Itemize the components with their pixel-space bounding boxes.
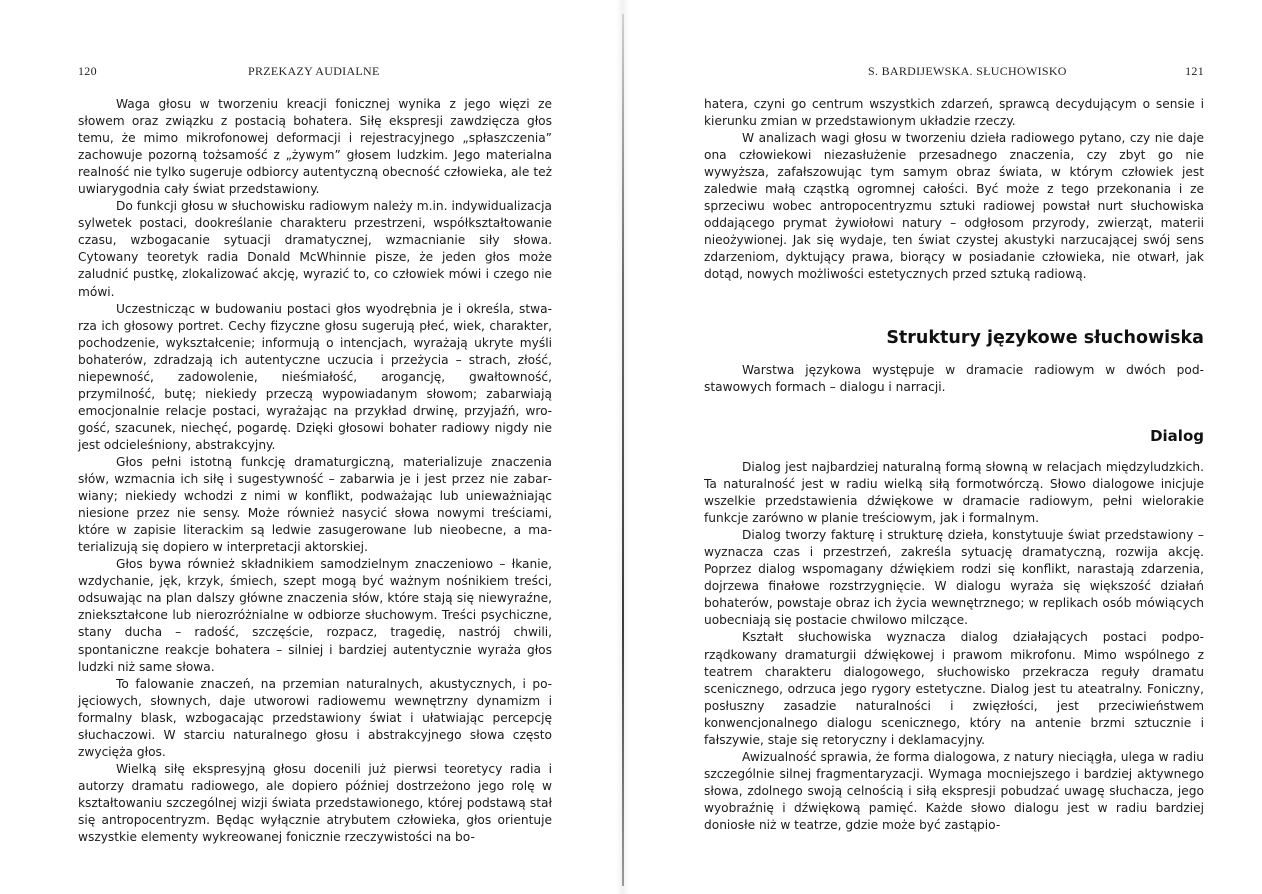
paragraph: Uczestnicząc w budowaniu postaci głos wyodrębnia je i określa, stwarza ich głosowy portret. Cechy fizyczne głosu sugerują płeć, wiek, charakter, pochodzenie, wykształcenie; informują o intencjach, wyrażają ukryte myśli bohaterów, zdradzają ich autentyczne uczucia i przeżycia – strach, złość, niepewność, zadowolenie, nieśmiałość, arogancję, gwałtowność, przymilność, butę; niekiedy przeczą wypowiadanym słowom; zabarwiają emocjonalnie relacje postaci, wyrażając na przykład drwinę, przyjaźń, wrogość, szacunek, niechęć, pogardę. Dzięki głosowi bohater radiowy nigdy nie jest odcieleśniony, abstrakcyjny.: [78, 301, 552, 452]
page-number: 121: [1185, 64, 1204, 78]
paragraph: Awizualność sprawia, że forma dialogowa, z natury nieciągła, ulega w radiu szczególnie silnej fragmentaryzacji. Wymaga mocniejszego i bardziej aktywnego słowa, zdolnego swoją celnością i siłą ekspresji pobudzać uwagę słuchacza, jego wyobraźnię i dźwiękową pamięć. Każde słowo dialogu jest w radiu bardziej doniosłe niż w teatrze, gdzie może być zastąpio-: [704, 749, 1204, 832]
right-page-top-body: [704, 96, 1204, 284]
dialog-section-body: [704, 459, 1204, 834]
left-page-body: [78, 96, 552, 846]
paragraph: hatera, czyni go centrum wszystkich zdarzeń, sprawcą decydującym o sensie i kierunku zmian w przedstawionym układzie rzeczy.: [704, 97, 1204, 129]
paragraph: Do funkcji głosu w słuchowisku radiowym należy m.in. indywidualizacja sylwetek postaci, dookreślanie charakteru przestrzeni, współkształtowanie czasu, wzbogacanie sytuacji dramatycznej, wzmacnianie siły słowa. Cytowany teoretyk radia Donald McWhinnie pisze, że jeden głos może zaludnić pustkę, zlokalizować akcję, wyrazić to, co człowiek mówi i czego nie mówi.: [78, 199, 552, 299]
paragraph: W analizach wagi głosu w tworzeniu dzieła radiowego pytano, czy nie daje ona człowiekowi niezasłużenie przesadnego znaczenia, czy zbyt go nie wywyższa, zafałszowując tym samym obraz świata, w którym człowiek jest zaledwie małą cząstką ogromnej całości. Być może z tego przekonania i ze sprzeciwu wobec antropocentryzmu sztuki radiowej powstał nurt słuchowiska oddającego prymat żywiołowi natury – odgłosom przyrody, zwierząt, materii nieożywionej. Jak się wydaje, ten świat czystej akustyki narzucającej swój sens zdarzeniom, dyktujący prawa, biorący w posiadanie człowieka, nie otwarł, jak dotąd, nowych możliwości estetycznych przed sztuką radiową.: [704, 131, 1204, 282]
paragraph: Głos pełni istotną funkcję dramaturgiczną, materializuje znaczenia słów, wzmacnia ich siłę i sugestywność – zabarwia je i jest przez nie zabarwiany; niekiedy wchodzi z nimi w konflikt, podważając lub unieważniając niesione przez nie sensy. Może również nasycić słowa nowymi treściami, które w zapisie literackim są ledwie zasugerowane lub nieobecne, a materializują się dopiero w interpretacji aktorskiej.: [78, 454, 552, 555]
right-page: [626, 0, 1262, 894]
section-heading: Struktury językowe słuchowiska: [886, 328, 1204, 348]
book-gutter: [622, 14, 624, 886]
paragraph: Warstwa językowa występuje w dramacie radiowym w dwóch podstawowych formach – dialogu i narracji.: [704, 363, 1204, 395]
subsection-heading: Dialog: [1150, 427, 1204, 445]
section-intro: [704, 362, 1204, 396]
running-head: PRZEKAZY AUDIALNE: [248, 64, 380, 78]
page-number: 120: [78, 64, 97, 78]
paragraph: Dialog tworzy fakturę i strukturę dzieła, konstytuuje świat przedstawiony – wyznacza czas i przestrzeń, zakreśla sytuację dramatyczną, rozwija akcję. Poprzez dialog wspomagany dźwiękiem rodzi się konflikt, narastają zdarzenia, dojrzewa finałowe rozstrzygnięcie. W dialogu wyraża się większość działań bohaterów, powstaje obraz ich życia wewnętrznego; w replikach osób mówiących uobecniają się postacie chwilowo milczące.: [704, 528, 1204, 628]
paragraph: Wielką siłę ekspresyjną głosu docenili już pierwsi teoretycy radia i autorzy dramatu radiowego, ale dopiero później dostrzeżono jego rolę w kształtowaniu szczególnej wizji świata przedstawionego, której podstawą stał się antropocentryzm. Będąc wyłącznie atrybutem człowieka, głos orientuje wszystkie elementy wykreowanej fonicznie rzeczywistości na bo-: [78, 761, 552, 845]
running-head: S. BARDIJEWSKA. SŁUCHOWISKO: [868, 64, 1067, 78]
paragraph: Waga głosu w tworzeniu kreacji fonicznej wynika z jego więzi ze słowem oraz związku z postacią bohatera. Siłę ekspresji zawdzięcza głos temu, że mimo mikrofonowej deformacji i rejestracyjnego „spłaszczenia” zachowuje pozorną tożsamość z „żywym” głosem ludzkim. Jego materialna realność nie tylko sugeruje odbiorcy autentyczną obecność człowieka, ale też uwiarygodnia cały świat przedstawiony.: [78, 97, 552, 197]
paragraph: To falowanie znaczeń, na przemian naturalnych, akustycznych, i pojęciowych, słownych, daje utworowi radiowemu wewnętrzny dynamizm i formalny blask, wzbogacając przedstawiony świat i ułatwiając percepcję słuchaczowi. W starciu naturalnego głosu i abstrakcyjnego słowa często zwycięża głos.: [78, 676, 552, 759]
left-page: [0, 0, 620, 894]
paragraph: Głos bywa również składnikiem samodzielnym znaczeniowo – łkanie, wzdychanie, jęk, krzyk, śmiech, szept mogą być ważnym nośnikiem treści, odsuwając na plan dalszy główne znaczenia słów, które stają się niewyraźne, zniekształcone lub nierozróżnialne w odbiorze słuchowym. Treści psychiczne, stany ducha – radość, szczęście, rozpacz, tragedię, nastrój chwili, spontaniczne reakcje bohatera – silniej i bardziej autentycznie wyraża głos ludzki niż same słowa.: [78, 557, 552, 674]
paragraph: Kształt słuchowiska wyznacza dialog działających postaci podporządkowany dramaturgii dźwiękowej i prawom mikrofonu. Mimo wspólnego z teatrem charakteru dialogowego, słuchowisko przekracza reguły dramatu scenicznego, odrzuca jego rygory estetyczne. Dialog jest tu ateatralny. Foniczny, posłuszny zasadzie naturalności i zwięzłości, jest przeciwieństwem konwencjonalnego dialogu scenicznego, który na antenie brzmi sztucznie i fałszywie, staje się retoryczny i deklamacyjny.: [704, 630, 1204, 747]
paragraph: Dialog jest najbardziej naturalną formą słowną w relacjach międzyludzkich. Ta naturalność jest w radiu wielką siłą formotwórczą. Słowo dialogowe inicjuje wszelkie przedstawienia dźwiękowe w dramacie radiowym, pełni wielorakie funkcje zarówno w planie treściowym, jak i formalnym.: [704, 460, 1204, 526]
